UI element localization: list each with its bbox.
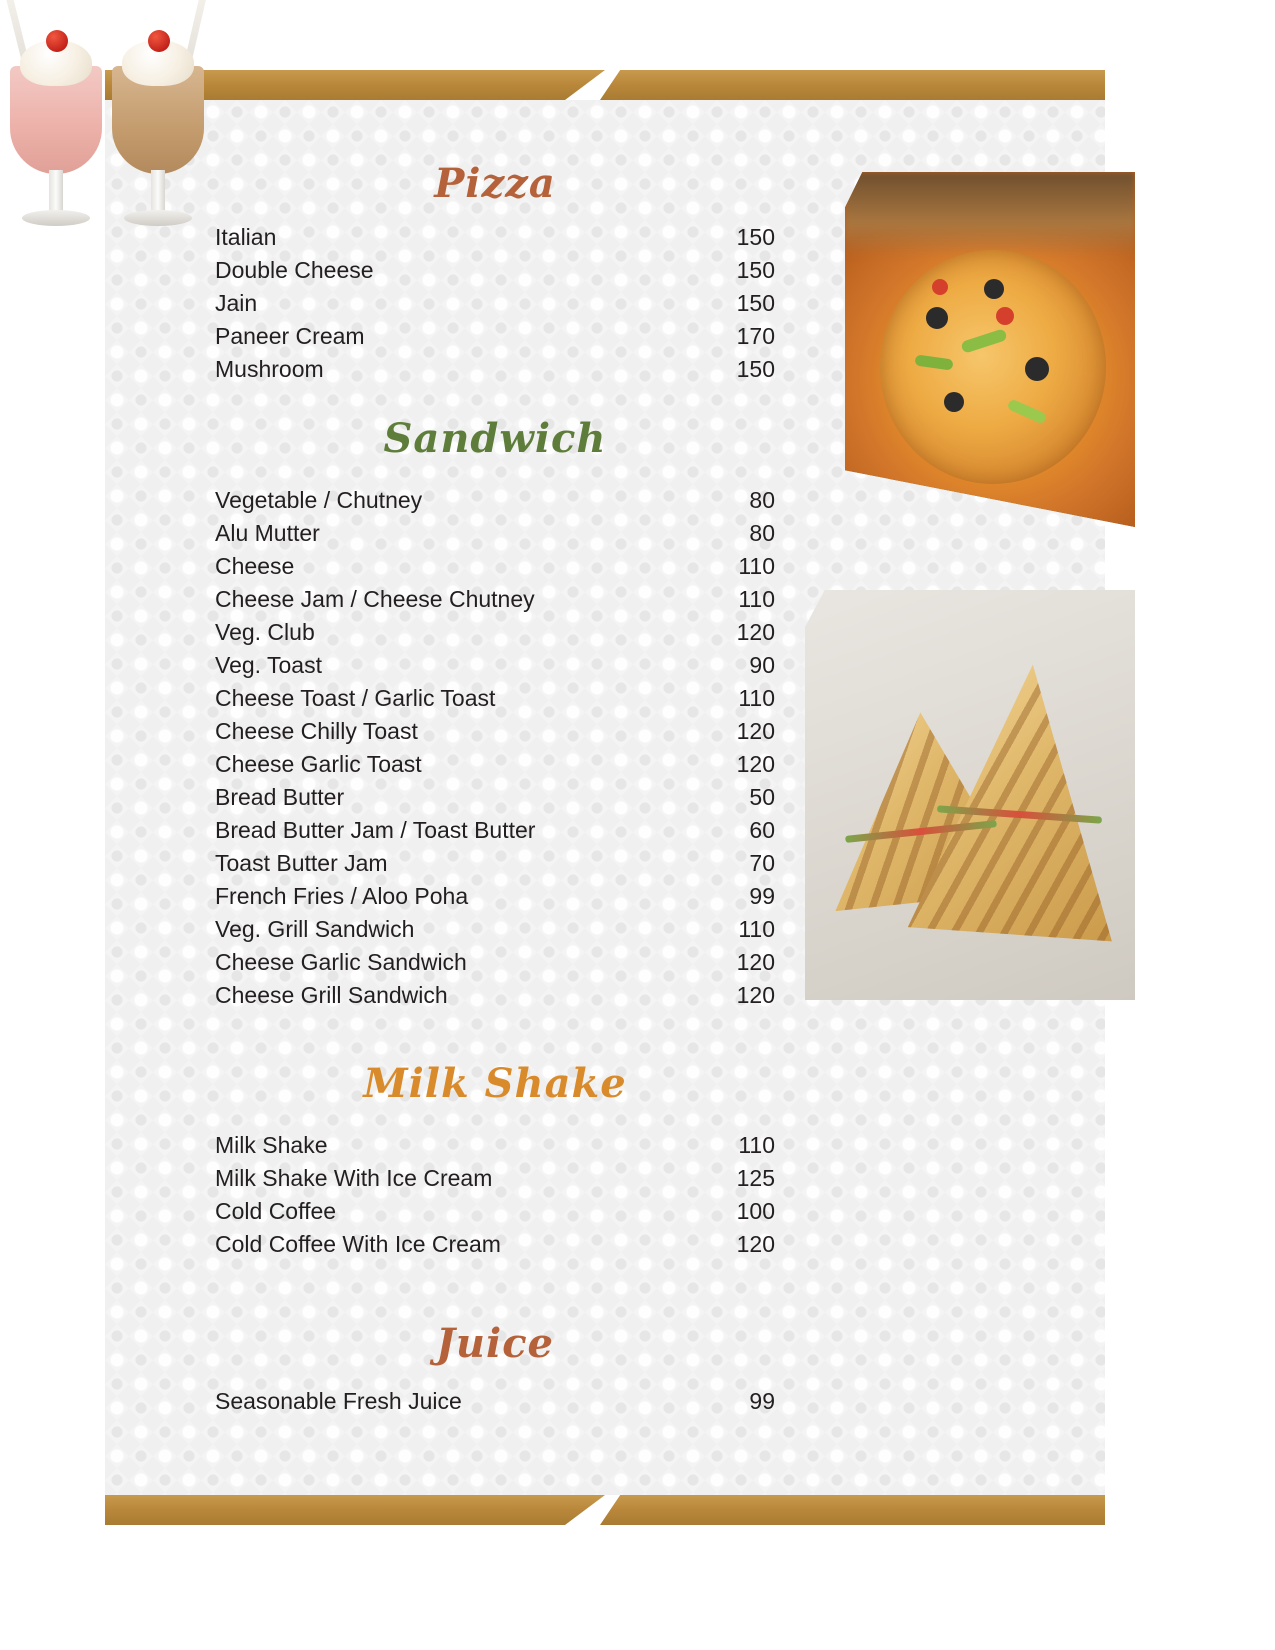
item-name: Cheese bbox=[215, 553, 295, 579]
list-item bbox=[215, 550, 775, 583]
item-name: Vegetable / Chutney bbox=[215, 487, 423, 513]
section-title-juice: Juice bbox=[435, 1320, 554, 1367]
item-name: Toast Butter Jam bbox=[215, 850, 388, 876]
item-price: 120 bbox=[736, 619, 775, 645]
item-name: Cheese Toast / Garlic Toast bbox=[215, 685, 496, 711]
list-item bbox=[215, 583, 775, 616]
item-name: Cheese Garlic Toast bbox=[215, 751, 422, 777]
pizza-olive bbox=[1025, 357, 1049, 381]
item-price: 110 bbox=[738, 916, 775, 942]
pizza-tomato bbox=[996, 307, 1014, 325]
grilled-sandwich-photo bbox=[805, 590, 1135, 1000]
list-item bbox=[215, 814, 775, 847]
list-item bbox=[215, 781, 775, 814]
item-name: Alu Mutter bbox=[215, 520, 320, 546]
pizza-photo bbox=[845, 172, 1135, 527]
list-item bbox=[215, 1129, 775, 1162]
list-item bbox=[215, 616, 775, 649]
item-name: Cold Coffee bbox=[215, 1198, 337, 1224]
item-name: Paneer Cream bbox=[215, 323, 365, 349]
list-item bbox=[215, 254, 775, 287]
item-name: Veg. Grill Sandwich bbox=[215, 916, 415, 942]
item-price: 99 bbox=[749, 883, 775, 909]
item-name: Mushroom bbox=[215, 356, 324, 382]
cherry-icon bbox=[148, 30, 170, 52]
section-pizza bbox=[215, 160, 775, 386]
item-list-pizza bbox=[215, 221, 775, 386]
list-item bbox=[215, 1385, 775, 1418]
item-price: 110 bbox=[738, 1132, 775, 1158]
item-price: 110 bbox=[738, 685, 775, 711]
item-price: 120 bbox=[736, 751, 775, 777]
item-name: Bread Butter Jam / Toast Butter bbox=[215, 817, 536, 843]
item-name: Bread Butter bbox=[215, 784, 345, 810]
list-item bbox=[215, 287, 775, 320]
pizza-photo-background bbox=[845, 172, 1135, 257]
list-item bbox=[215, 1162, 775, 1195]
list-item bbox=[215, 1228, 775, 1261]
item-name: Cheese Jam / Cheese Chutney bbox=[215, 586, 535, 612]
item-price: 70 bbox=[749, 850, 775, 876]
section-title-pizza: Pizza bbox=[434, 160, 556, 207]
milkshake-glass-brown bbox=[112, 40, 204, 245]
list-item bbox=[215, 1195, 775, 1228]
item-name: Cheese Grill Sandwich bbox=[215, 982, 448, 1008]
section-juice bbox=[215, 1320, 775, 1418]
bottom-gold-bar-right bbox=[600, 1495, 1105, 1525]
section-milk-shake bbox=[215, 1060, 775, 1261]
item-price: 80 bbox=[749, 520, 775, 546]
glass-stem bbox=[49, 170, 63, 214]
item-name: Jain bbox=[215, 290, 258, 316]
list-item bbox=[215, 880, 775, 913]
bottom-gold-bar-left bbox=[105, 1495, 605, 1525]
section-title-milk-shake: Milk Shake bbox=[363, 1060, 627, 1107]
pizza-tomato bbox=[932, 279, 948, 295]
item-name: Cold Coffee With Ice Cream bbox=[215, 1231, 501, 1257]
item-price: 90 bbox=[749, 652, 775, 678]
item-list-sandwich bbox=[215, 484, 775, 1012]
item-name: Veg. Toast bbox=[215, 652, 322, 678]
list-item bbox=[215, 484, 775, 517]
item-price: 125 bbox=[736, 1165, 775, 1191]
item-price: 80 bbox=[749, 487, 775, 513]
list-item bbox=[215, 979, 775, 1012]
item-name: Milk Shake With Ice Cream bbox=[215, 1165, 493, 1191]
item-name: Double Cheese bbox=[215, 257, 374, 283]
glass-base bbox=[22, 210, 90, 226]
pizza-olive bbox=[984, 279, 1004, 299]
list-item bbox=[215, 353, 775, 386]
item-name: Milk Shake bbox=[215, 1132, 328, 1158]
top-gold-bar-right bbox=[600, 70, 1105, 100]
item-price: 60 bbox=[749, 817, 775, 843]
item-list-milk-shake bbox=[215, 1129, 775, 1261]
pizza-olive bbox=[944, 392, 964, 412]
item-price: 110 bbox=[738, 586, 775, 612]
item-price: 120 bbox=[736, 949, 775, 975]
item-price: 50 bbox=[749, 784, 775, 810]
item-price: 150 bbox=[736, 356, 775, 382]
list-item bbox=[215, 517, 775, 550]
item-name: Seasonable Fresh Juice bbox=[215, 1388, 462, 1414]
item-price: 150 bbox=[736, 290, 775, 316]
list-item bbox=[215, 847, 775, 880]
item-name: Italian bbox=[215, 224, 277, 250]
item-name: Veg. Club bbox=[215, 619, 315, 645]
item-price: 100 bbox=[736, 1198, 775, 1224]
item-price: 120 bbox=[736, 1231, 775, 1257]
list-item bbox=[215, 682, 775, 715]
item-name: French Fries / Aloo Poha bbox=[215, 883, 469, 909]
item-list-juice bbox=[215, 1385, 775, 1418]
cherry-icon bbox=[46, 30, 68, 52]
item-price: 120 bbox=[736, 982, 775, 1008]
item-price: 120 bbox=[736, 718, 775, 744]
item-price: 150 bbox=[736, 224, 775, 250]
item-price: 110 bbox=[738, 553, 775, 579]
list-item bbox=[215, 913, 775, 946]
item-name: Cheese Chilly Toast bbox=[215, 718, 418, 744]
list-item bbox=[215, 649, 775, 682]
list-item bbox=[215, 320, 775, 353]
item-price: 170 bbox=[736, 323, 775, 349]
item-price: 150 bbox=[736, 257, 775, 283]
item-name: Cheese Garlic Sandwich bbox=[215, 949, 467, 975]
milkshake-glass-pink bbox=[10, 40, 102, 245]
section-sandwich bbox=[215, 415, 775, 1012]
list-item bbox=[215, 715, 775, 748]
glass-stem bbox=[151, 170, 165, 214]
pizza-olive bbox=[926, 307, 948, 329]
list-item bbox=[215, 946, 775, 979]
glass-base bbox=[124, 210, 192, 226]
section-title-sandwich: Sandwich bbox=[383, 415, 607, 462]
list-item bbox=[215, 748, 775, 781]
list-item bbox=[215, 221, 775, 254]
item-price: 99 bbox=[749, 1388, 775, 1414]
